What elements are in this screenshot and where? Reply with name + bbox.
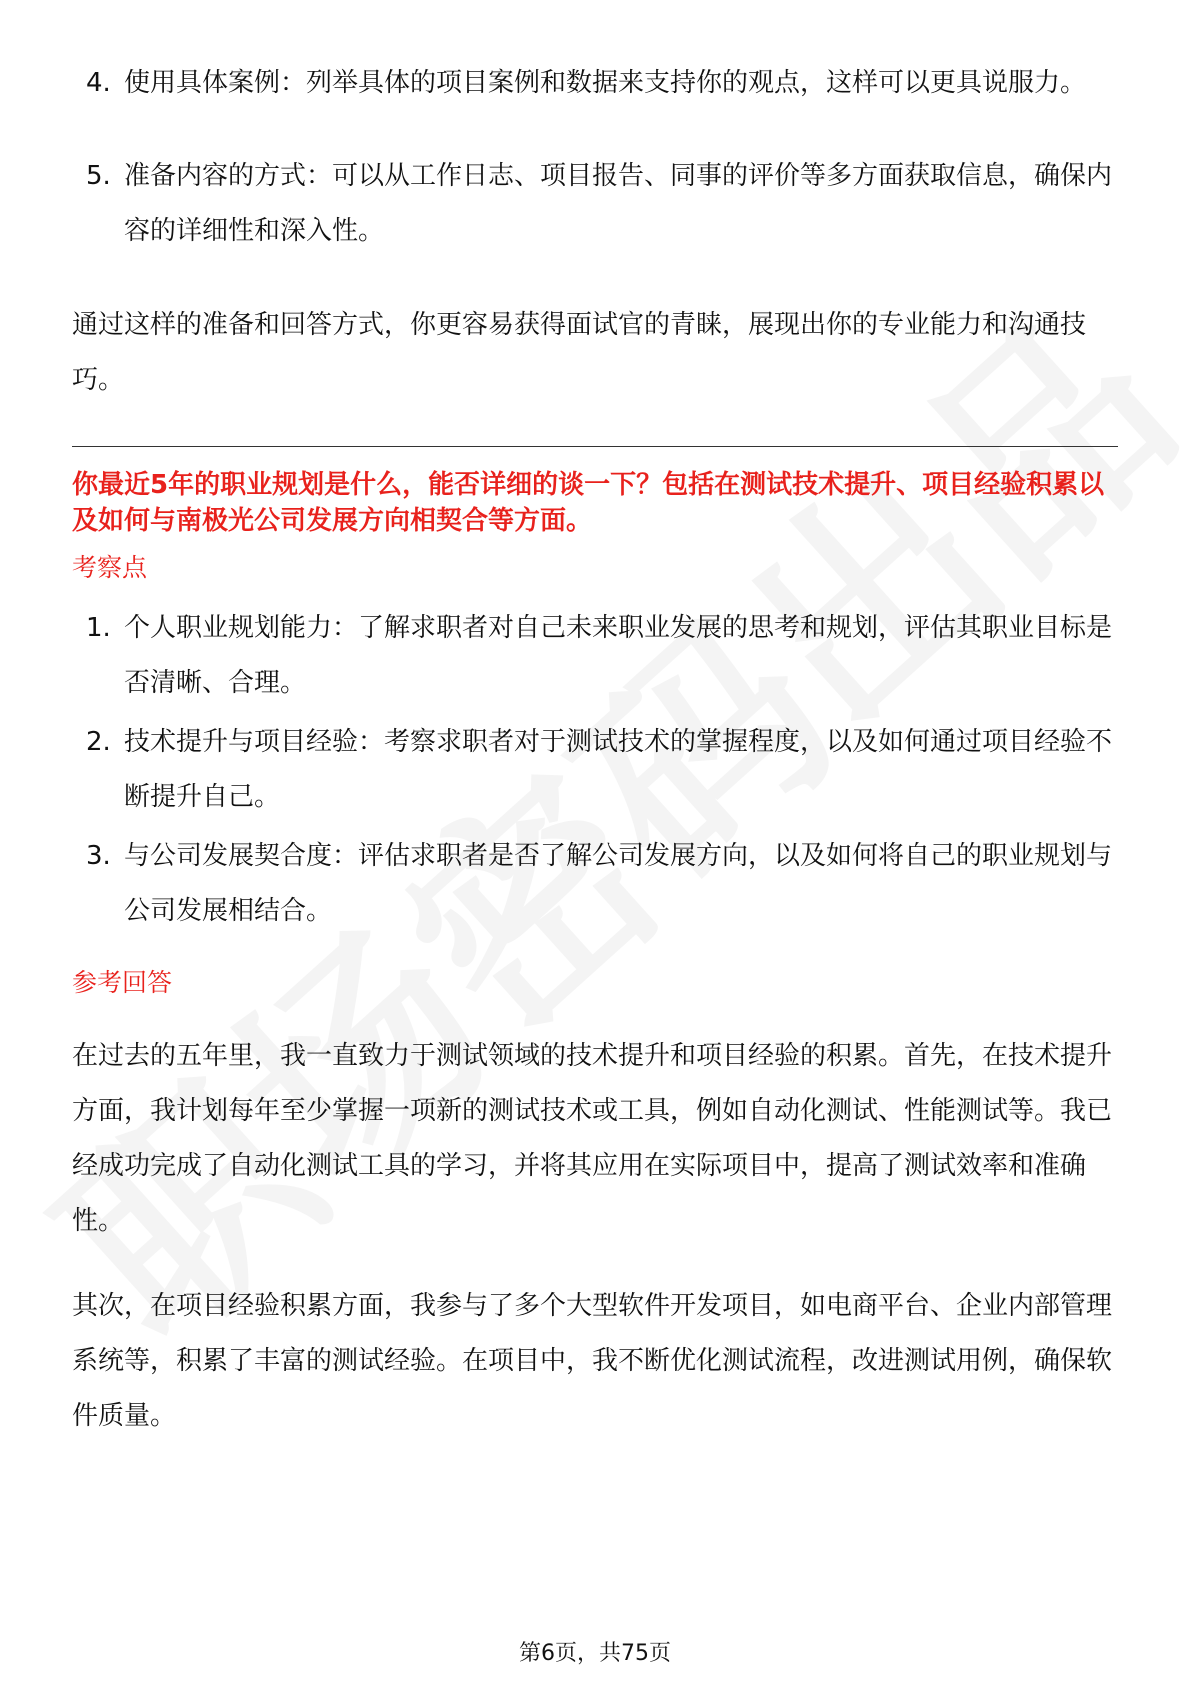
list-number: 3.	[86, 841, 111, 871]
answer-paragraph: 在过去的五年里，我一直致力于测试领域的技术提升和项目经验的积累。首先，在技术提升方面，我计划每年至少掌握一项新的测试技术或工具，例如自动化测试、性能测试等。我已经成功完成了自动化测试工具的学习，并将其应用在实际项目中，提高了测试效率和准确性。	[72, 1041, 1113, 1236]
page-content	[72, 56, 1118, 1444]
list-text: 个人职业规划能力：了解求职者对自己未来职业发展的思考和规划，评估其职业目标是否清晰、合理。	[124, 613, 1113, 698]
list-number: 1.	[86, 613, 111, 643]
question-heading: 你最近5年的职业规划是什么，能否详细的谈一下？包括在测试技术提升、项目经验积累以及如何与南极光公司发展方向相契合等方面。	[72, 470, 1105, 536]
summary-paragraph: 通过这样的准备和回答方式，你更容易获得面试官的青睐，展现出你的专业能力和沟通技巧。	[72, 310, 1087, 395]
list-text: 使用具体案例：列举具体的项目案例和数据来支持你的观点，这样可以更具说服力。	[124, 68, 1087, 98]
list-item	[72, 601, 1118, 711]
page-number: 第6页，共75页	[519, 1641, 671, 1666]
section-divider	[72, 446, 1118, 447]
list-number: 5.	[86, 161, 111, 191]
list-item	[72, 149, 1118, 259]
list-number: 2.	[86, 727, 111, 757]
tips-list	[72, 56, 1118, 259]
list-text: 技术提升与项目经验：考察求职者对于测试技术的掌握程度，以及如何通过项目经验不断提升自己。	[124, 727, 1113, 812]
list-item	[72, 56, 1118, 111]
list-item	[72, 829, 1118, 939]
list-text: 与公司发展契合度：评估求职者是否了解公司发展方向，以及如何将自己的职业规划与公司发展相结合。	[124, 841, 1113, 926]
list-number: 4.	[86, 68, 111, 98]
list-text: 准备内容的方式：可以从工作日志、项目报告、同事的评价等多方面获取信息，确保内容的详细性和深入性。	[124, 161, 1113, 246]
answer-paragraph: 其次，在项目经验积累方面，我参与了多个大型软件开发项目，如电商平台、企业内部管理系统等，积累了丰富的测试经验。在项目中，我不断优化测试流程，改进测试用例，确保软件质量。	[72, 1291, 1113, 1431]
exam-points-label: 考察点	[72, 553, 148, 582]
answer-label: 参考回答	[72, 968, 173, 997]
exam-points-list	[72, 601, 1118, 939]
list-item	[72, 715, 1118, 825]
